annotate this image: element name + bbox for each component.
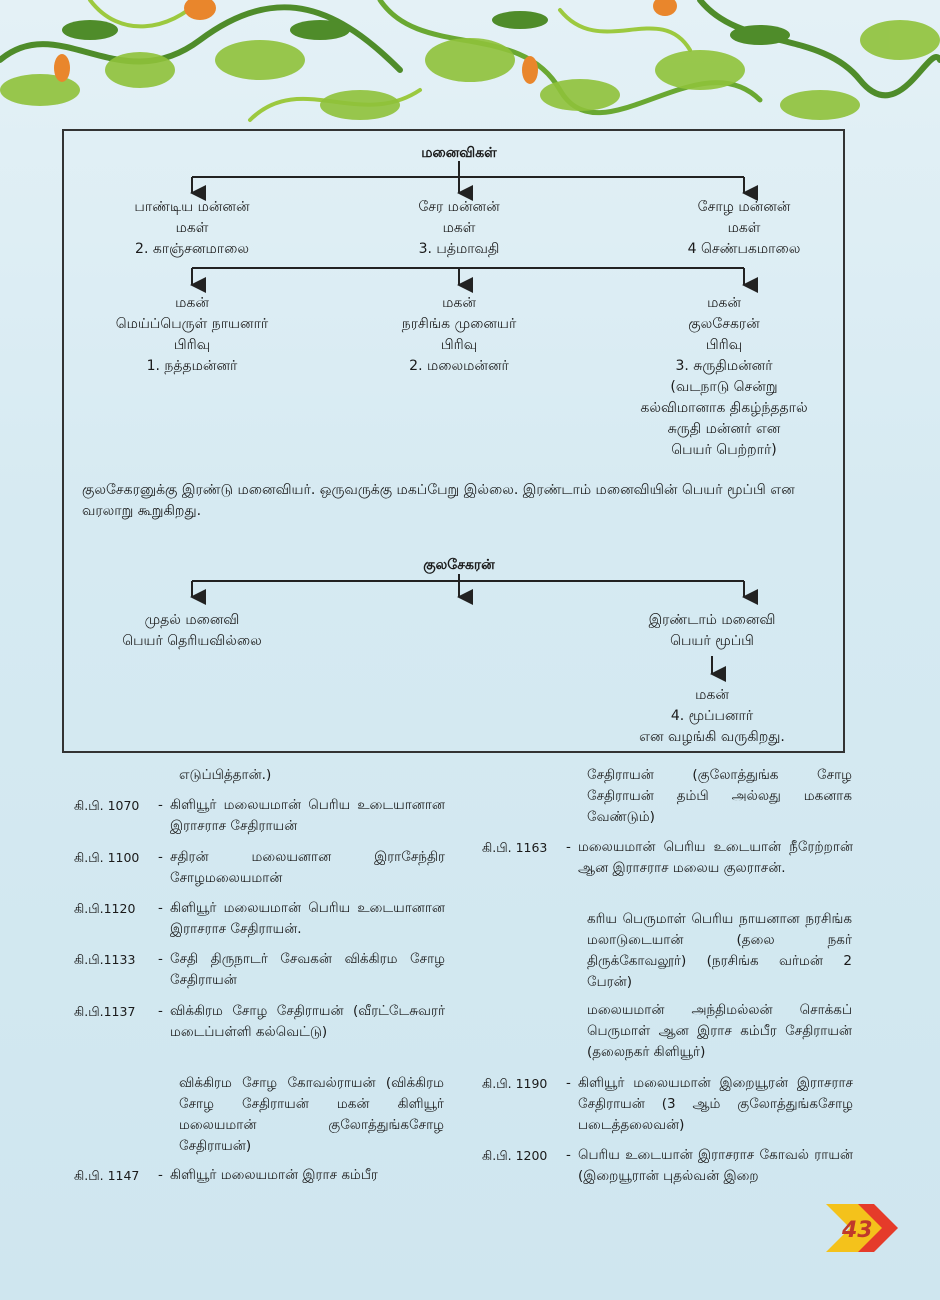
row-text: விக்கிரம சோழ கோவல்ராயன் (விக்கிரம சோழ சேதிராயன் மகன் கிளியூர் மலையமான் குலோத்துங்கசோழ சேதிராயன்)	[179, 1075, 444, 1154]
row-text: கிளியூர் மலையமான் இறையூரன் இராசராச சேதிராயன் (3 ஆம் குலோத்துங்கசோழ படைத்தலைவன்)	[578, 1075, 853, 1133]
row-text: சேதி திருநாடர் சேவகன் விக்கிரம சோழ சேதிராயன்	[170, 951, 445, 988]
row-year: கி.பி. 1070	[74, 798, 140, 813]
son-3: மகன் குலசேகரன் பிரிவு 3. சுருதிமன்னர் (வடநாடு சென்று கல்விமானாக திகழ்ந்ததால் சுருதி மன்னர் என பெயர் பெற்றார்)	[640, 295, 808, 458]
left-chronology: எடுப்பித்தான்.) கி.பி. 1070 - கிளியூர் மலையமான் பெரிய உடையானான இராசராச சேதிராயன் கி.பி. 1100 - சதிரன் மலையனான இராசேந்திர சோழமலையமான் கி.பி.1120 - கிளியூர் மலையமான் பெரிய உடையானான இராசராச சேதிராயன். கி.பி.1133 - சேதி திருநாடர் சேவகன் விக்கிரம சோழ சேதிராயன் கி.பி.1137 - விக்கிரம சோழ சேதிராயன் (வீரட்டேசுவரர் மடைப்பள்ளி கல்வெட்டு) விக்கிரம சோழ கோவல்ராயன் (விக்கிரம சோழ சேதிராயன் மகன் கிளியூர் மலையமான் குலோத்துங்கசோழ சேதிராயன்) கி.பி. 1147 - கிளியூர் மலையமான் இராச கம்பீர	[74, 765, 454, 1195]
row-text: கிளியூர் மலையமான் இராச கம்பீர	[170, 1167, 378, 1183]
row-text: கரிய பெருமாள் பெரிய நாயனான நரசிங்க மலாடுடையான் (தலை நகர் திருக்கோவலூர்) (நரசிங்க வர்மன் 2 பேரன்)	[587, 911, 852, 990]
row-year: கி.பி. 1200	[482, 1148, 548, 1163]
row-year: கி.பி. 1100	[74, 850, 140, 865]
page-number: 43	[842, 1218, 873, 1243]
row-text: பெரிய உடையான் இராசராச கோவல் ராயன் (இறையூரான் புதல்வன் இறை	[578, 1147, 853, 1184]
row-year: கி.பி. 1190	[482, 1076, 548, 1091]
tree2-title: குலசேகரன்	[423, 557, 495, 573]
right-chronology: சேதிராயன் (குலோத்துங்க சோழ சேதிராயன் தம்பி அல்லது மகனாக வேண்டும்) கி.பி. 1163 - மலையமான் பெரிய உடையான் நீரேற்றான் ஆன இராசராச மலைய குலராசன். கரிய பெருமாள் பெரிய நாயனான நரசிங்க மலாடுடையான் (தலை நகர் திருக்கோவலூர்) (நரசிங்க வர்மன் 2 பேரன்) மலையமான் அந்திமல்லன் சொக்கப் பெருமாள் ஆன இராச கம்பீர சேதிராயன் (தலைநகர் கிளியூர்) கி.பி. 1190 - கிளியூர் மலையமான் இறையூரன் இராசராச சேதிராயன் (3 ஆம் குலோத்துங்கசோழ படைத்தலைவன்) கி.பி. 1200 - பெரிய உடையான் இராசராச கோவல் ராயன் (இறையூரான் புதல்வன் இறை	[482, 767, 853, 1184]
wife-2: சேர மன்னன் மகள் 3. பத்மாவதி	[418, 199, 500, 257]
row-text: சேதிராயன் (குலோத்துங்க சோழ சேதிராயன் தம்பி அல்லது மகனாக வேண்டும்)	[587, 767, 852, 825]
son-1: மகன் மெய்ப்பெருள் நாயனார் பிரிவு 1. நத்தமன்னர்	[115, 295, 269, 374]
row-year: கி.பி. 1163	[482, 840, 548, 855]
row-text: கிளியூர் மலையமான் பெரிய உடையானான இராசராச சேதிராயன்	[170, 797, 445, 834]
row-text: மலையமான் அந்திமல்லன் சொக்கப் பெருமாள் ஆன இராச கம்பீர சேதிராயன் (தலைநகர் கிளியூர்)	[587, 1002, 852, 1060]
wife-1: பாண்டிய மன்னன் மகள் 2. காஞ்சனமாலை	[134, 199, 250, 257]
son-2: மகன் நரசிங்க முனையர் பிரிவு 2. மலைமன்னர்	[401, 295, 517, 374]
page-number-badge	[818, 1200, 902, 1256]
floral-banner	[0, 0, 940, 135]
kulasekaran-paragraph: குலசேகரனுக்கு இரண்டு மனைவியர். ஒருவருக்கு மகப்பேறு இல்லை. இரண்டாம் மனைவியின் பெயர் மூப்பி என வரலாறு கூறுகிறது.	[82, 482, 795, 519]
moopanar-son: மகன் 4. மூப்பனார் என வழங்கி வருகிறது.	[639, 687, 785, 745]
row-year: கி.பி. 1147	[74, 1168, 140, 1183]
left-intro: எடுப்பித்தான்.)	[179, 767, 272, 783]
family-tree-box	[62, 129, 845, 753]
row-text: சதிரன் மலையனான இராசேந்திர சோழமலையமான்	[170, 849, 445, 886]
second-wife: இரண்டாம் மனைவி பெயர் மூப்பி	[648, 612, 776, 649]
row-year: கி.பி.1137	[74, 1004, 136, 1019]
row-text: மலையமான் பெரிய உடையான் நீரேற்றான் ஆன இராசராச மலைய குலராசன்.	[578, 839, 853, 876]
row-text: கிளியூர் மலையமான் பெரிய உடையானான இராசராச சேதிராயன்.	[170, 900, 445, 937]
tree1-title: மனைவிகள்	[421, 145, 497, 161]
row-year: கி.பி.1133	[74, 952, 136, 967]
row-text: விக்கிரம சோழ சேதிராயன் (வீரட்டேசுவரர் மடைப்பள்ளி கல்வெட்டு)	[170, 1003, 445, 1040]
wife-3: சோழ மன்னன் மகள் 4 செண்பகமாலை	[687, 199, 801, 257]
first-wife: முதல் மனைவி பெயர் தெரியவில்லை	[122, 612, 262, 649]
row-year: கி.பி.1120	[74, 901, 136, 916]
